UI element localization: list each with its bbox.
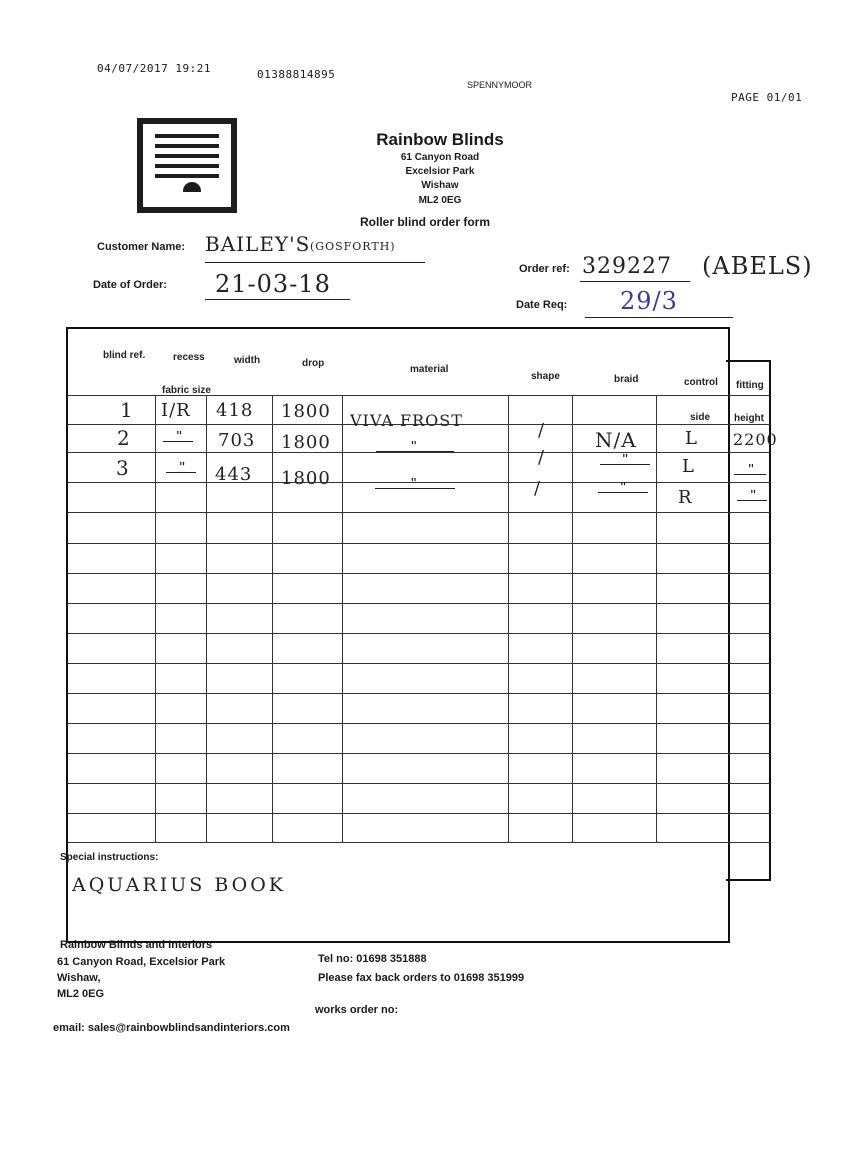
fax-number: 01388814895 (257, 68, 336, 81)
date-req-underline (585, 317, 733, 318)
date-req-value: 29/3 (620, 287, 678, 315)
footer-company-name: Rainbow Blinds and Interiors (60, 939, 213, 951)
row2-width: 703 (218, 430, 256, 451)
row4-material-ditto (375, 488, 455, 489)
row1-width: 418 (216, 400, 254, 421)
row4-control: R (678, 487, 693, 508)
footer-address-line2: Wishaw, (57, 972, 101, 984)
row2-material-ditto (376, 451, 454, 452)
header-fabric-size: fabric size (162, 385, 211, 396)
header-blind-ref: blind ref. (103, 350, 146, 361)
fax-location: SPENNYMOOR (467, 80, 533, 90)
header-height: height (734, 413, 764, 424)
row1-drop: 1800 (281, 401, 331, 422)
row2-ref: 2 (117, 426, 131, 450)
customer-name-label: Customer Name: (97, 241, 186, 253)
row1-material: VIVA FROST (350, 411, 463, 430)
footer-fax: Please fax back orders to 01698 351999 (318, 972, 525, 984)
header-width: width (234, 355, 261, 366)
row2-fitting: 2200 (733, 430, 778, 449)
order-ref-note: (ABELS) (702, 252, 813, 280)
row3-shape: / (538, 447, 546, 468)
date-req-label: Date Req: (516, 299, 568, 311)
row2-drop: 1800 (281, 432, 331, 453)
special-instructions-label: Special instructions: (60, 852, 159, 863)
row3-control: L (682, 456, 695, 477)
header-control: control (684, 377, 718, 388)
form-title: Roller blind order form (360, 215, 491, 229)
row2-recess-ditto (163, 441, 193, 442)
row2-braid: N/A (595, 428, 637, 452)
header-drop: drop (302, 358, 325, 369)
company-address-line2: Excelsior Park (405, 166, 475, 177)
footer-email: email: sales@rainbowblindsandinteriors.com (53, 1022, 290, 1034)
row3-braid-ditto (600, 464, 650, 465)
row3-drop: 1800 (281, 468, 331, 489)
row4-braid-ditto (598, 492, 648, 493)
row4-fitting-ditto (737, 500, 767, 501)
order-ref-value: 329227 (582, 254, 672, 279)
row1-recess: I/R (161, 400, 191, 421)
order-ref-label: Order ref: (519, 263, 570, 275)
header-braid: braid (614, 374, 639, 385)
company-address-line3: Wishaw (421, 180, 459, 191)
header-material: material (410, 364, 449, 375)
date-of-order-label: Date of Order: (93, 279, 167, 291)
company-postcode: ML2 0EG (418, 195, 462, 206)
row3-width: 443 (215, 464, 253, 485)
company-address-line1: 61 Canyon Road (400, 152, 480, 163)
footer-tel: Tel no: 01698 351888 (318, 953, 427, 965)
footer-address-line1: 61 Canyon Road, Excelsior Park (57, 956, 226, 968)
row2-shape: / (538, 420, 546, 441)
footer-works-order: works order no: (315, 1004, 399, 1016)
row3-fitting-ditto (734, 474, 766, 475)
customer-name-note: (GOSFORTH) (310, 240, 396, 253)
header-recess: recess (173, 352, 205, 363)
fax-datetime: 04/07/2017 19:21 (97, 62, 211, 75)
date-of-order-value: 21-03-18 (215, 270, 331, 298)
row3-recess-ditto (166, 472, 196, 473)
row4-shape: / (534, 478, 542, 499)
row3-ref: 3 (116, 456, 130, 480)
footer-postcode: ML2 0EG (57, 988, 105, 1000)
company-logo (137, 118, 237, 213)
row2-control: L (685, 428, 698, 449)
special-instructions-value: AQUARIUS BOOK (72, 874, 286, 896)
header-shape: shape (531, 371, 560, 382)
date-of-order-underline (205, 299, 350, 300)
customer-name-underline (205, 262, 425, 263)
company-name: Rainbow Blinds (376, 130, 504, 149)
customer-name-value: BAILEY'S (205, 232, 311, 256)
row1-ref: 1 (120, 398, 134, 422)
header-fitting: fitting (736, 380, 764, 391)
header-side: side (690, 412, 711, 423)
order-ref-underline (580, 281, 690, 282)
fax-page: PAGE 01/01 (731, 91, 803, 104)
